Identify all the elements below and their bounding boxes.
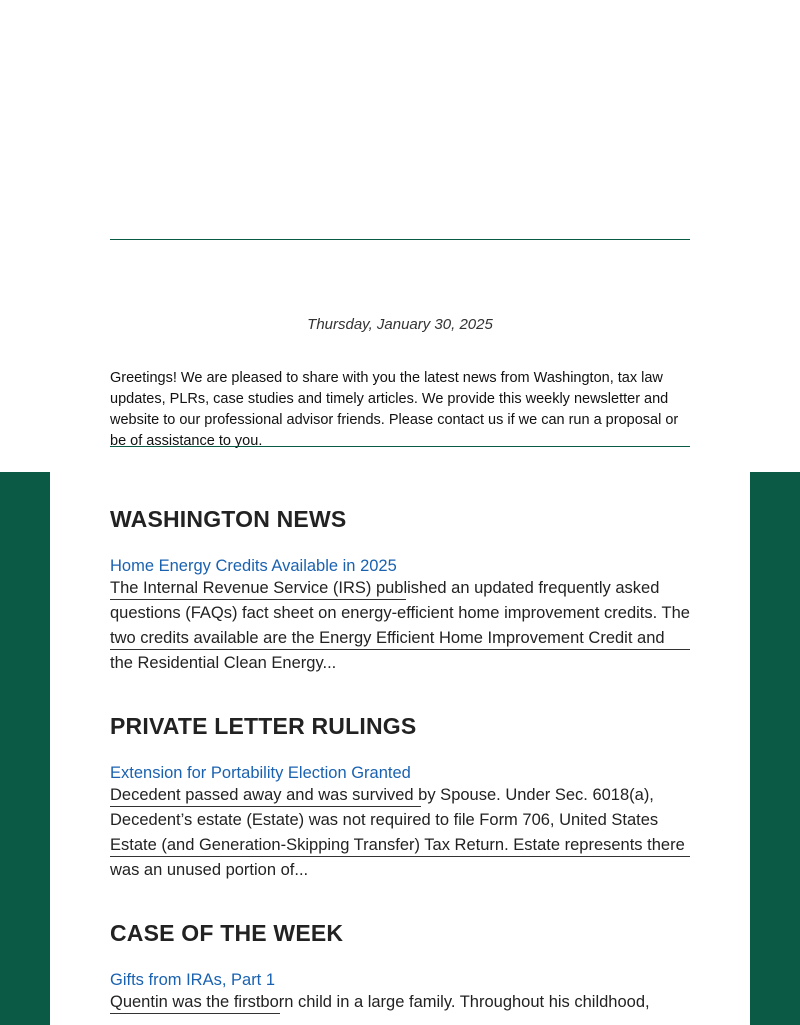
article-link-home-energy-credits[interactable]: Home Energy Credits Available in 2025 xyxy=(110,557,397,575)
link-underline xyxy=(110,599,406,600)
section-washington-news xyxy=(110,506,690,676)
link-underline xyxy=(110,649,690,650)
section-case-of-the-week xyxy=(110,920,690,1015)
article-link-gifts-from-iras[interactable]: Gifts from IRAs, Part 1 xyxy=(110,971,276,989)
header-divider xyxy=(110,239,690,240)
section-heading: CASE OF THE WEEK xyxy=(110,920,344,946)
article-summary-text: Decedent passed away and was survived by Spouse. Under Sec. 6018(a), Decedent’s estate (Estate) was not required to file Form 706, United States Estate (and Generation-Skipping Transfer) Tax Return. Estate represents there was an unused portion of... xyxy=(110,786,685,879)
article-summary xyxy=(110,783,690,883)
section-heading: WASHINGTON NEWS xyxy=(110,506,347,532)
greeting-text: Greetings! We are pleased to share with you the latest news from Washington, tax law updates, PLRs, case studies and timely articles. We provide this weekly newsletter and website to our professional advisor friends. Please contact us if we can run a proposal or be of assistance to you. xyxy=(110,370,679,449)
article-summary xyxy=(110,990,690,1015)
newsletter-date: Thursday, January 30, 2025 xyxy=(307,316,493,333)
section-private-letter-rulings xyxy=(110,713,690,883)
article-link-portability-election[interactable]: Extension for Portability Election Granted xyxy=(110,764,411,782)
article-summary xyxy=(110,576,690,676)
section-heading: PRIVATE LETTER RULINGS xyxy=(110,713,417,739)
link-underline xyxy=(110,856,690,857)
link-underline xyxy=(110,1013,280,1014)
article-summary-text: Quentin was the firstborn child in a large family. Throughout his childhood, xyxy=(110,993,650,1011)
link-underline xyxy=(110,806,421,807)
greeting-divider xyxy=(110,446,690,447)
newsletter-header xyxy=(0,0,800,472)
article-summary-text: The Internal Revenue Service (IRS) published an updated frequently asked questions (FAQs) fact sheet on energy-efficient home improvement credits. The two credits available are the Energy Efficient Home Improvement Credit and the Residential Clean Energy... xyxy=(110,579,690,672)
